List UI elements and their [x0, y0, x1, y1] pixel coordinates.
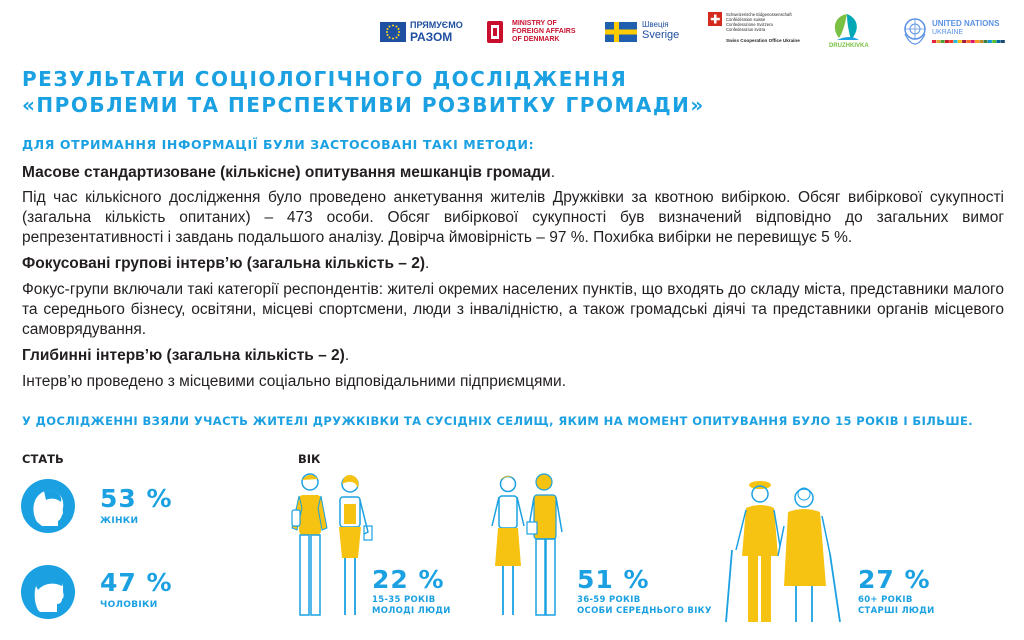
denmark-logo-line3: OF DENMARK [512, 36, 560, 43]
middle-age-people-icon [488, 470, 574, 630]
middle-caption: ОСОБИ СЕРЕДНЬОГО ВІКУ [577, 606, 712, 616]
swiss-logo-line2: Confédération suisse [726, 17, 766, 22]
un-logo [902, 12, 1010, 52]
page-title-line2: «ПРОБЛЕМИ ТА ПЕРСПЕКТИВИ РОЗВИТКУ ГРОМАДИ» [22, 93, 705, 117]
method1-text: Під час кількісного дослідження було проведено анкетування жителів Дружківки за квотною вибіркою. Обсяг вибіркової сукупності (загальна кількість опитаних) – 473 особи. Обсяг вибіркової сукупності був визначений відповідно до загальних вимог репрезентативності і завдань подальшого аналізу. Довірча ймовірність – 97 %. Похибка вибірки не перевищує 5 %. [22, 189, 1004, 246]
senior-people-icon [718, 476, 848, 632]
participants-heading: У ДОСЛІДЖЕННІ ВЗЯЛИ УЧАСТЬ ЖИТЕЛІ ДРУЖКІВКИ ТА СУСІДНІХ СЕЛИЩ, ЯКИМ НА МОМЕНТ ОПИТУВАННЯ БУЛО 15 РОКІВ І БІЛЬШЕ. [22, 414, 974, 428]
senior-percent: 27 % [858, 565, 931, 594]
swiss-logo-line3: Confederazione Svizzera [726, 22, 773, 27]
sweden-flag-icon [605, 12, 639, 52]
method1-title: Масове стандартизоване (кількісне) опитування мешканців громади. [22, 164, 555, 181]
senior-caption: СТАРШІ ЛЮДИ [858, 606, 935, 616]
denmark-logo [484, 12, 584, 52]
young-range: 15-35 РОКІВ [372, 595, 436, 605]
women-caption: ЖІНКИ [100, 516, 139, 526]
middle-range: 36-59 РОКІВ [577, 595, 641, 605]
method3-text: Інтерв’ю проведено з місцевими соціально відповідальними підприємцями. [22, 373, 567, 390]
men-caption: ЧОЛОВІКИ [100, 600, 158, 610]
method2-title-text: Фокусовані групові інтерв’ю (загальна кількість – 2) [22, 255, 426, 272]
methods-heading: ДЛЯ ОТРИМАННЯ ІНФОРМАЦІЇ БУЛИ ЗАСТОСОВАНІ ТАКІ МЕТОДИ: [22, 137, 535, 152]
druzhkivka-emblem-icon [823, 12, 873, 44]
denmark-logo-line1: MINISTRY OF [512, 20, 557, 27]
swiss-logo-line4: Confederaziun svizra [726, 27, 766, 32]
sweden-logo-line2: Sverige [642, 29, 680, 41]
young-people-icon [288, 470, 374, 630]
method1-title-text: Масове стандартизоване (кількісне) опитування мешканців громади [22, 164, 551, 181]
sweden-logo-line1: Швеція [642, 20, 669, 29]
method2-title: Фокусовані групові інтерв’ю (загальна кількість – 2). [22, 255, 430, 272]
method3-title: Глибинні інтерв’ю (загальна кількість – 2). [22, 347, 350, 364]
sweden-logo [605, 12, 690, 52]
middle-percent: 51 % [577, 565, 650, 594]
druzhkivka-logo-text: DRUZHKIVKA [829, 43, 869, 49]
druzhkivka-logo [823, 12, 873, 52]
men-percent: 47 % [100, 568, 173, 597]
young-percent: 22 % [372, 565, 445, 594]
un-sdg-stripe-icon [932, 40, 1006, 43]
woman-head-icon [20, 478, 76, 534]
un-logo-line1: UNITED NATIONS [932, 19, 1000, 28]
swiss-cross-icon [708, 12, 722, 26]
swiss-logo-line1: Schweizerische Eidgenossenschaft [726, 12, 792, 17]
denmark-crest-icon [484, 12, 506, 52]
senior-range: 60+ РОКІВ [858, 595, 913, 605]
swiss-logo-line5: Swiss Cooperation Office Ukraine [726, 38, 800, 43]
man-head-icon [20, 564, 76, 620]
age-label: ВІК [298, 452, 321, 466]
eu-logo-line1: ПРЯМУЄМО [410, 20, 463, 30]
women-percent: 53 % [100, 484, 173, 513]
method3-title-text: Глибинні інтерв’ю (загальна кількість – 2) [22, 347, 345, 364]
method2-text: Фокус-групи включали такі категорії респондентів: жителі окремих населених пунктів, що входять до складу міста, представники малого та середнього бізнесу, освітяни, місцеві спортсмени, люди з інвалідністю, а також громадські діячі та представники органів місцевого самоврядування. [22, 281, 1004, 338]
page-title-line1: РЕЗУЛЬТАТИ СОЦІОЛОГІЧНОГО ДОСЛІДЖЕННЯ [22, 67, 628, 91]
gender-label: СТАТЬ [22, 452, 64, 466]
page-title [22, 66, 705, 118]
denmark-logo-line2: FOREIGN AFFAIRS [512, 28, 576, 35]
partner-logos [380, 12, 1010, 52]
un-emblem-icon [902, 12, 928, 52]
young-caption: МОЛОДІ ЛЮДИ [372, 606, 451, 616]
swiss-logo [706, 12, 816, 52]
eu-logo [380, 12, 462, 52]
un-logo-line2: UKRAINE [932, 29, 964, 36]
eu-logo-line2: РАЗОМ [410, 30, 453, 44]
